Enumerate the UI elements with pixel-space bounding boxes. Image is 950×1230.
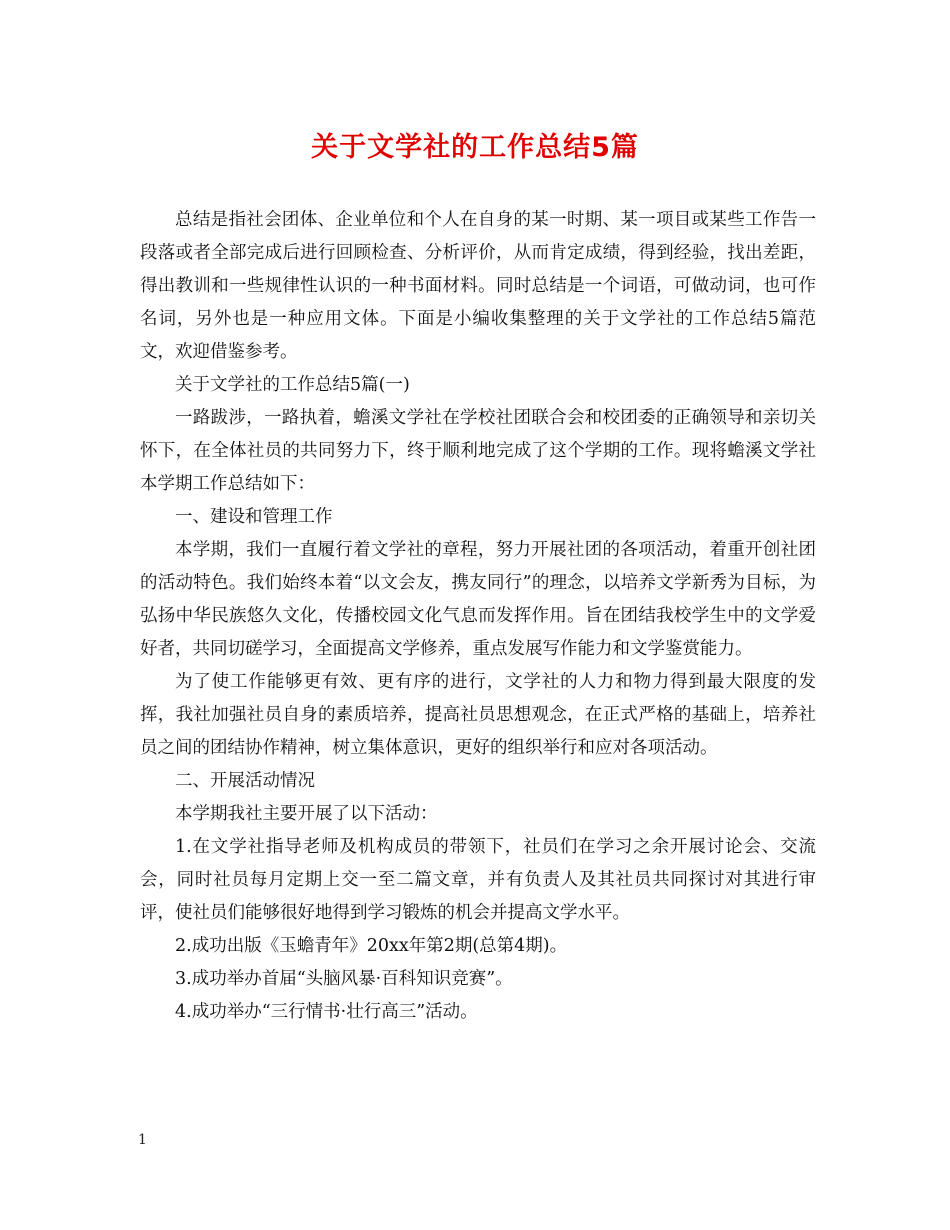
list-item: 3.成功举办首届“头脑风暴·百科知识竞赛”。 <box>175 969 513 989</box>
body-paragraph: 为了使工作能够更有效、更有序的进行，文学社的人力和物力得到最大限度的发挥，我社加强社员自身的素质培养，提高社员思想观念，在正式严格的基础上，培养社员之间的团结协作精神，树立集体意识，更好的组织举行和应对各项活动。 <box>140 672 816 758</box>
body-paragraph: 本学期我社主要开展了以下活动： <box>175 804 438 824</box>
body-paragraph: 一路跋涉，一路执着，蟾溪文学社在学校社团联合会和校团委的正确领导和亲切关怀下，在全体社员的共同努力下，终于顺利地完成了这个学期的工作。现将蟾溪文学社本学期工作总结如下： <box>140 408 816 494</box>
list-item: 2.成功出版《玉蟾青年》20xx年第2期(总第4期)。 <box>175 936 568 956</box>
section-heading-activities: 二、开展活动情况 <box>175 771 315 791</box>
list-item: 4.成功举办“三行情书·壮行高三”活动。 <box>175 1002 478 1022</box>
body-paragraph: 本学期，我们一直履行着文学社的章程，努力开展社团的各项活动，着重开创社团的活动特色。我们始终本着“以文会友，携友同行”的理念，以培养文学新秀为目标，为弘扬中华民族悠久文化，传播校园文化气息而发挥作用。旨在团结我校学生中的文学爱好者，共同切磋学习，全面提高文学修养，重点发展写作能力和文学鉴赏能力。 <box>140 540 816 659</box>
document-title: 关于文学社的工作总结5篇 <box>311 132 639 163</box>
document-body <box>140 204 816 1029</box>
page-number: 1 <box>138 1132 147 1148</box>
intro-paragraph: 总结是指社会团体、企业单位和个人在自身的某一时期、某一项目或某些工作告一段落或者全部完成后进行回顾检查、分析评价，从而肯定成绩，得到经验，找出差距，得出教训和一些规律性认识的一种书面材料。同时总结是一个词语，可做动词，也可作名词，另外也是一种应用文体。下面是小编收集整理的关于文学社的工作总结5篇范文，欢迎借鉴参考。 <box>140 210 816 362</box>
section-heading-construction: 一、建设和管理工作 <box>175 507 333 527</box>
list-item: 1.在文学社指导老师及机构成员的带领下，社员们在学习之余开展讨论会、交流会，同时社员每月定期上交一至二篇文章，并有负责人及其社员共同探讨对其进行审评，使社员们能够很好地得到学习锻炼的机会并提高文学水平。 <box>140 837 816 923</box>
section-heading-part-one: 关于文学社的工作总结5篇(一) <box>175 375 410 395</box>
